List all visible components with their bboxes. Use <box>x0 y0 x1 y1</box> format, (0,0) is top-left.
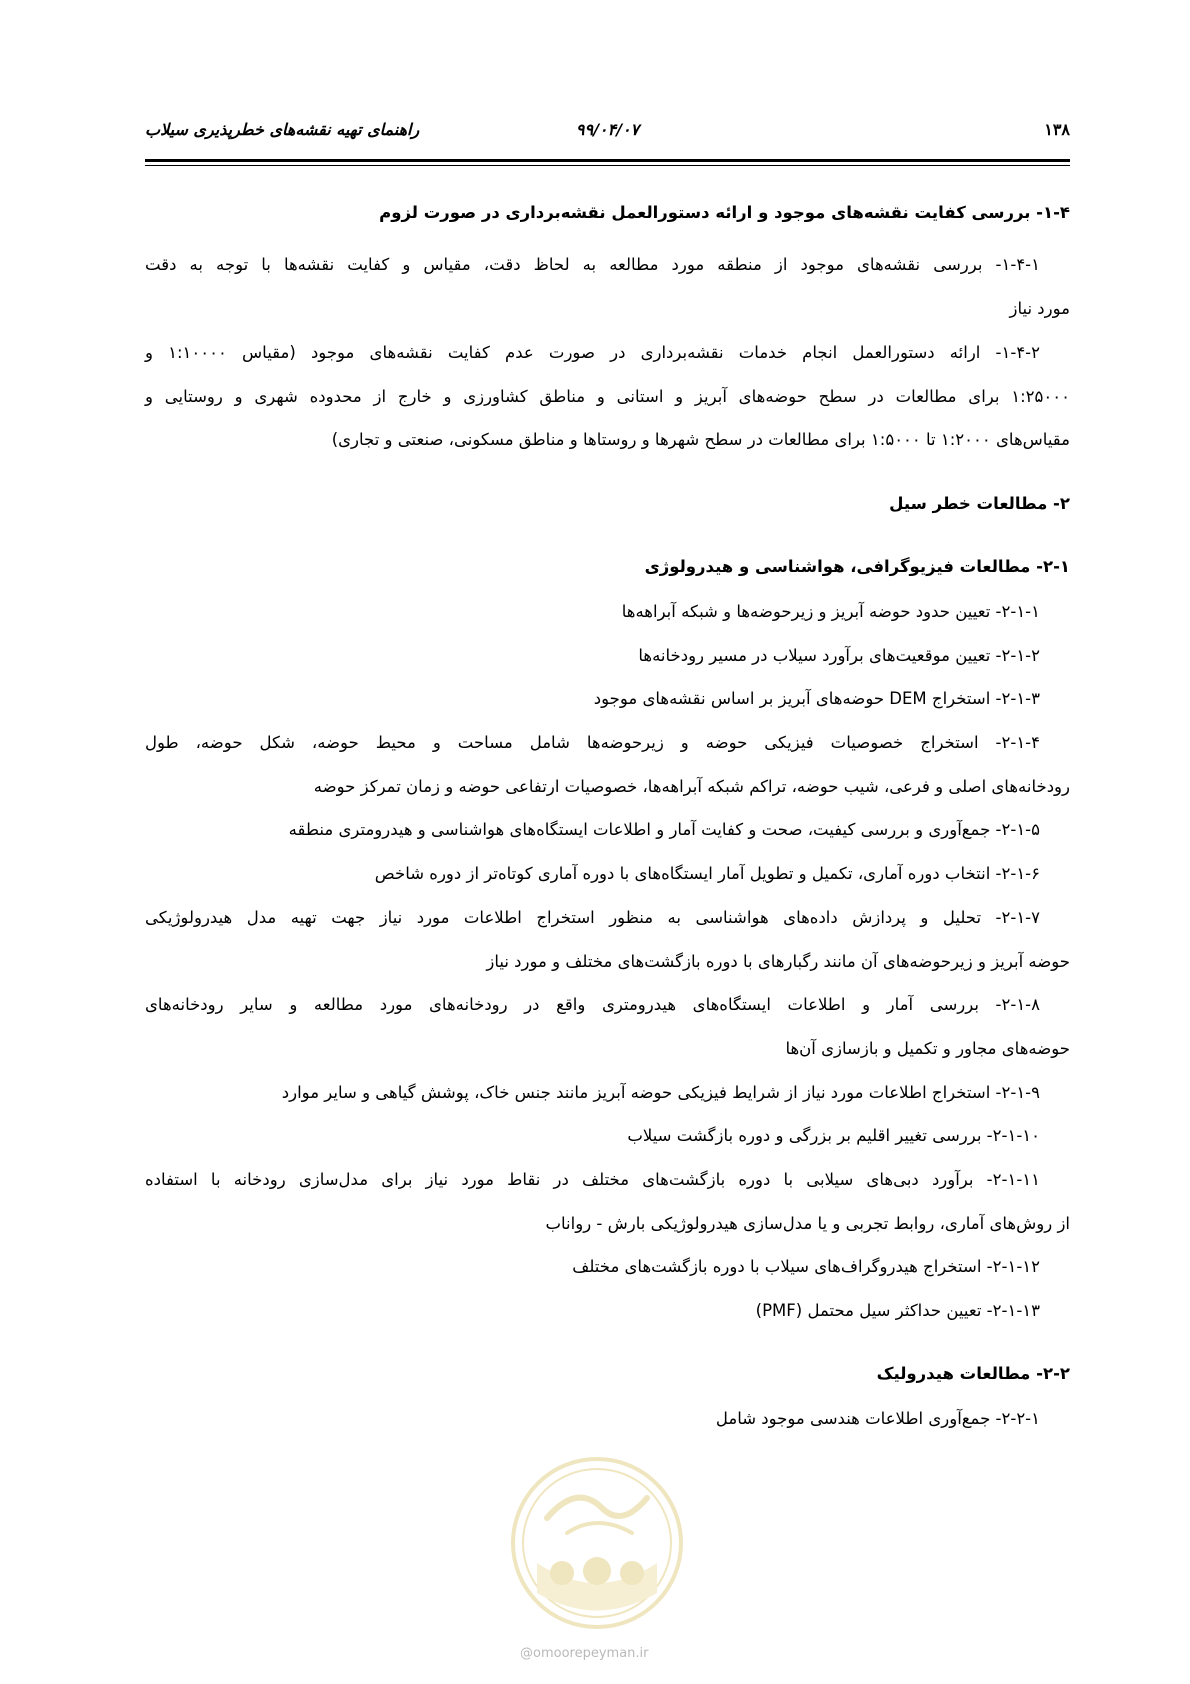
heading-2: ۲- مطالعات خطر سیل <box>889 494 1070 513</box>
list-item: ۲-۱-۵- جمع‌آوری و بررسی کیفیت، صحت و کفایت آمار و اطلاعات ایستگاه‌های هواشناسی و هیدرومتری منطقه <box>288 820 1040 839</box>
paragraph-line: ۱:۲۵۰۰۰ برای مطالعات در سطح حوضه‌های آبریز و استانی و مناطق کشاورزی و خارج از محدوده شهری و روستایی و <box>145 387 1070 406</box>
header-title: راهنمای تهیه نقشه‌های خطرپذیری سیلاب <box>145 120 420 139</box>
list-item: ۲-۱-۳- استخراج DEM حوضه‌های آبریز بر اساس نقشه‌های موجود <box>593 689 1040 708</box>
list-item: ۲-۱-۶- انتخاب دوره آماری، تکمیل و تطویل آمار ایستگاه‌های با دوره آماری کوتاه‌تر از دوره شاخص <box>374 864 1040 883</box>
paragraph-line: مورد نیاز <box>1009 299 1070 318</box>
heading-2-2: ۲-۲- مطالعات هیدرولیک <box>876 1364 1070 1383</box>
list-item: ۲-۱-۹- استخراج اطلاعات مورد نیاز از شرایط فیزیکی حوضه آبریز مانند جنس خاک، پوشش گیاهی و سایر موارد <box>281 1083 1040 1102</box>
list-item: ۲-۱-۲- تعیین موقعیت‌های برآورد سیلاب در مسیر رودخانه‌ها <box>638 646 1040 665</box>
list-item: ۲-۱-۴- استخراج خصوصیات فیزیکی حوضه و زیرحوضه‌ها شامل مساحت و محیط حوضه، شکل حوضه، طول <box>145 733 1040 752</box>
paragraph-line: مقیاس‌های ۱:۲۰۰۰ تا ۱:۵۰۰۰ برای مطالعات در سطح شهرها و روستاها و مناطق مسکونی، صنعتی و تجاری) <box>331 430 1070 449</box>
list-item-continuation: از روش‌های آماری، روابط تجربی و یا مدل‌سازی هیدرولوژیکی بارش - رواناب <box>545 1214 1070 1233</box>
list-item: ۲-۱-۱۱- برآورد دبی‌های سیلابی با دوره بازگشت‌های مختلف در نقاط مورد نیاز برای مدل‌سازی رودخانه با استفاده <box>145 1170 1040 1189</box>
page-header <box>145 120 1070 154</box>
list-item-continuation: حوضه‌های مجاور و تکمیل و بازسازی آن‌ها <box>785 1039 1070 1058</box>
header-rule-thin <box>145 165 1070 166</box>
watermark-url: @omoorepeyman.ir <box>520 1646 649 1661</box>
heading-2-1: ۲-۱- مطالعات فیزیوگرافی، هواشناسی و هیدرولوژی <box>644 557 1070 576</box>
list-item: ۲-۱-۷- تحلیل و پردازش داده‌های هواشناسی به منظور استخراج اطلاعات مورد نیاز جهت تهیه مدل هیدرولوژیکی <box>145 908 1040 927</box>
paragraph-line: ۱-۴-۱- بررسی نقشه‌های موجود از منطقه مورد مطالعه به لحاظ دقت، مقیاس و کفایت نقشه‌ها با توجه به دقت <box>145 255 1040 274</box>
list-item: ۲-۱-۱۰- بررسی تغییر اقلیم بر بزرگی و دوره بازگشت سیلاب <box>627 1126 1040 1145</box>
page-number: ۱۳۸ <box>1044 120 1070 139</box>
paragraph-line: ۱-۴-۲- ارائه دستورالعمل انجام خدمات نقشه‌برداری در صورت عدم کفایت نقشه‌های موجود (مقیاس ۱:۱۰۰۰۰ و <box>145 343 1040 362</box>
list-item: ۲-۲-۱- جمع‌آوری اطلاعات هندسی موجود شامل <box>715 1409 1040 1428</box>
list-item: ۲-۱-۸- بررسی آمار و اطلاعات ایستگاه‌های هیدرومتری واقع در رودخانه‌های مورد مطالعه و سایر رودخانه‌های <box>145 995 1040 1014</box>
list-item-continuation: رودخانه‌های اصلی و فرعی، شیب حوضه، تراکم شبکه آبراهه‌ها، خصوصیات ارتفاعی حوضه و زمان تمرکز حوضه <box>313 777 1070 796</box>
header-date: ۹۹/۰۴/۰۷ <box>575 120 640 139</box>
heading-1-4: ۱-۴- بررسی کفایت نقشه‌های موجود و ارائه دستورالعمل نقشه‌برداری در صورت لزوم <box>379 203 1070 222</box>
stamp-logo <box>507 1453 687 1633</box>
header-rule-thick <box>145 159 1070 162</box>
list-item: ۲-۱-۱۲- استخراج هیدروگراف‌های سیلاب با دوره بازگشت‌های مختلف <box>572 1257 1040 1276</box>
list-item: ۲-۱-۱۳- تعیین حداکثر سیل محتمل (PMF) <box>755 1301 1040 1320</box>
list-item-continuation: حوضه آبریز و زیرحوضه‌های آن مانند رگبارهای با دوره بازگشت‌های مختلف و مورد نیاز <box>486 952 1070 971</box>
list-item: ۲-۱-۱- تعیین حدود حوضه آبریز و زیرحوضه‌ها و شبکه آبراهه‌ها <box>621 602 1040 621</box>
